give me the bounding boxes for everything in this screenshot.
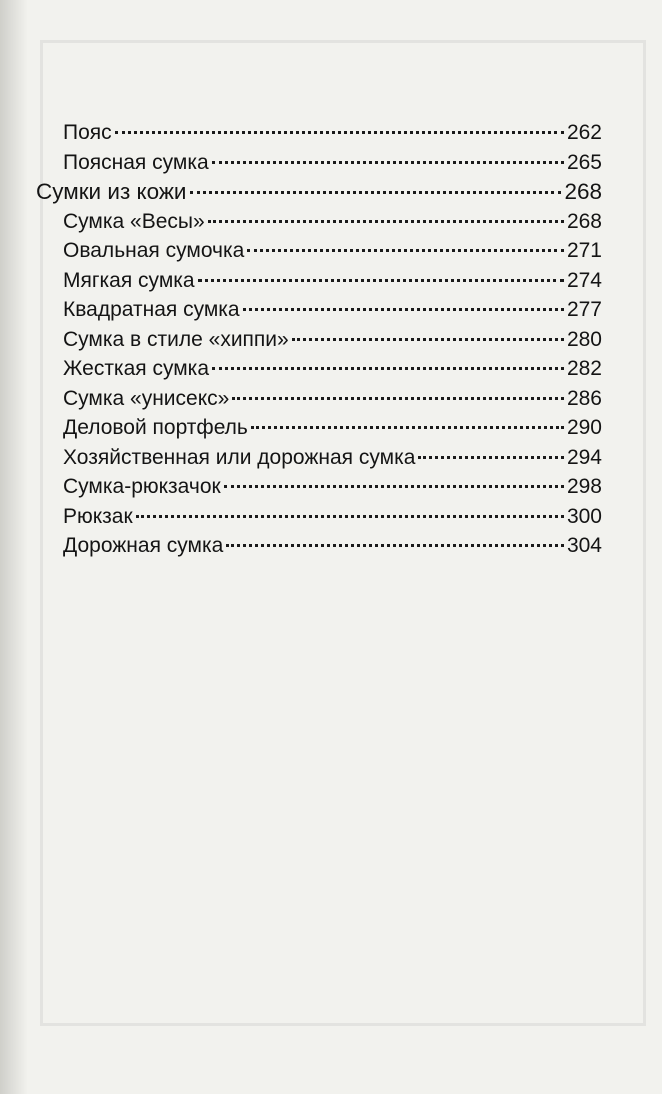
toc-entry	[36, 354, 602, 384]
toc-entry-title: Дорожная сумка	[63, 534, 224, 557]
toc-page-number: 274	[566, 268, 602, 292]
toc-page-number: 300	[566, 504, 602, 528]
dot-leader	[212, 161, 564, 164]
toc-entry-title: Хозяйственная или дорожная сумка	[63, 445, 416, 469]
dot-leader	[115, 131, 564, 134]
toc-entry	[36, 118, 602, 148]
toc-entry	[36, 531, 602, 561]
toc-entry	[36, 295, 602, 325]
toc-entry-title: Деловой портфель	[63, 416, 248, 439]
dot-leader	[251, 426, 564, 429]
toc-entry	[36, 266, 602, 296]
toc-page-number: 304	[566, 534, 602, 557]
dot-leader	[226, 544, 564, 547]
dot-leader	[292, 338, 564, 341]
toc-entry-title: Мягкая сумка	[63, 268, 195, 292]
toc-entry	[36, 413, 602, 443]
toc-entry-title: Пояс	[63, 121, 112, 144]
toc-entry	[36, 207, 602, 237]
toc-entry-title: Сумка-рюкзачок	[63, 475, 221, 498]
toc-page-number: 280	[566, 327, 602, 351]
toc-page-number: 262	[566, 121, 602, 144]
dot-leader	[232, 397, 564, 400]
dot-leader	[136, 515, 564, 518]
toc-entry	[36, 472, 602, 502]
toc-entry-title: Поясная сумка	[63, 150, 209, 174]
toc-entry-title: Жесткая сумка	[63, 357, 209, 380]
dot-leader	[198, 279, 564, 282]
toc-page-number: 265	[566, 150, 602, 174]
toc-entry	[36, 148, 602, 178]
toc-page-number: 286	[566, 386, 602, 410]
toc-entry	[36, 502, 602, 532]
toc-page-number: 277	[566, 298, 602, 321]
toc-page-number: 290	[566, 416, 602, 439]
toc-page-number: 268	[566, 209, 602, 233]
toc-page-number: 271	[566, 239, 602, 262]
toc-section-entry	[36, 177, 602, 207]
toc-entry-title: Рюкзак	[63, 504, 133, 528]
toc-entry-title: Квадратная сумка	[63, 298, 240, 321]
dot-leader	[190, 191, 562, 194]
table-of-contents	[36, 118, 602, 561]
toc-entry-title: Овальная сумочка	[63, 239, 245, 262]
toc-page-number: 298	[566, 475, 602, 498]
dot-leader	[243, 308, 564, 311]
dot-leader	[247, 249, 564, 252]
dot-leader	[212, 367, 564, 370]
toc-entry-title: Сумка в стиле «хиппи»	[63, 327, 289, 351]
toc-entry-title: Сумки из кожи	[36, 179, 187, 204]
dot-leader	[224, 485, 564, 488]
toc-entry	[36, 325, 602, 355]
dot-leader	[418, 456, 564, 459]
toc-page-number: 294	[566, 445, 602, 469]
toc-entry-title: Сумка «Весы»	[63, 209, 205, 233]
toc-entry	[36, 236, 602, 266]
toc-entry	[36, 384, 602, 414]
toc-entry	[36, 443, 602, 473]
toc-page-number: 282	[566, 357, 602, 380]
page-edge-shadow	[0, 0, 28, 1094]
dot-leader	[208, 220, 564, 223]
toc-entry-title: Сумка «унисекс»	[63, 386, 230, 410]
toc-page-number: 268	[564, 179, 602, 204]
